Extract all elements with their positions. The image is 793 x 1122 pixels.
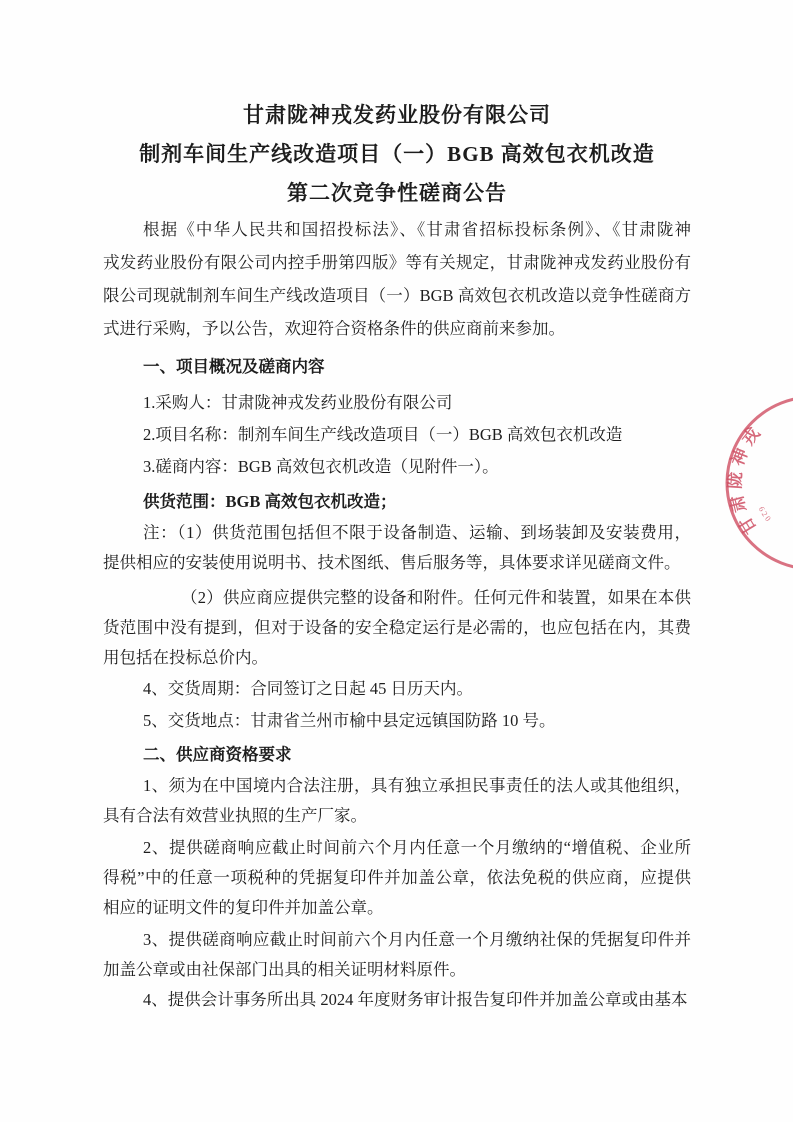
requirement-line: 2、提供磋商响应截止时间前六个月内任意一个月缴纳的“增值税、企业所 bbox=[143, 838, 691, 857]
section-1-heading: 一、项目概况及磋商内容 bbox=[143, 357, 325, 376]
item-delivery-location: 5、交货地点：甘肃省兰州市榆中县定远镇国防路 10 号。 bbox=[143, 711, 556, 730]
title-line-3: 第二次竞争性磋商公告 bbox=[287, 181, 507, 205]
intro-line: 式进行采购，予以公告，欢迎符合资格条件的供应商前来参加。 bbox=[103, 319, 565, 338]
seal-ring bbox=[727, 397, 793, 569]
title-line-2: 制剂车间生产线改造项目（一）BGB 高效包衣机改造 bbox=[139, 142, 655, 166]
requirement-1 bbox=[103, 771, 691, 831]
requirement-line: 3、提供磋商响应截止时间前六个月内任意一个月缴纳社保的凭据复印件并 bbox=[143, 930, 691, 949]
title-line-1: 甘肃陇神戎发药业股份有限公司 bbox=[243, 103, 551, 127]
note-line: 注：（1）供货范围包括但不限于设备制造、运输、到场装卸及安装费用， bbox=[143, 523, 691, 542]
note-line: （2）供应商应提供完整的设备和附件。任何元件和装置，如果在本供 bbox=[181, 588, 691, 607]
requirement-3 bbox=[103, 925, 691, 985]
section-2-heading: 二、供应商资格要求 bbox=[143, 745, 292, 764]
note-paragraph-1 bbox=[103, 518, 691, 578]
document-content bbox=[103, 96, 691, 1015]
intro-line: 戎发药业股份有限公司内控手册第四版》等有关规定，甘肃陇神戎发药业股份有 bbox=[103, 253, 691, 272]
item-purchaser: 1.采购人：甘肃陇神戎发药业股份有限公司 bbox=[143, 393, 453, 412]
note-line: 货范围中没有提到，但对于设备的安全稳定运行是必需的，也应包括在内，其费 bbox=[103, 618, 691, 637]
supply-scope-line: 供货范围：BGB 高效包衣机改造； bbox=[143, 492, 397, 511]
requirement-line: 加盖公章或由社保部门出具的相关证明材料原件。 bbox=[103, 960, 466, 979]
requirement-4: 4、提供会计事务所出具 2024 年度财务审计报告复印件并加盖公章或由基本 bbox=[143, 990, 688, 1009]
requirement-line: 1、须为在中国境内合法注册，具有独立承担民事责任的法人或其他组织， bbox=[143, 776, 691, 795]
intro-paragraph bbox=[103, 213, 691, 345]
seal-text: 甘肃陇神戎 bbox=[725, 419, 767, 538]
requirement-2 bbox=[103, 833, 691, 923]
item-negotiation-content: 3.磋商内容：BGB 高效包衣机改造（见附件一）。 bbox=[143, 457, 499, 476]
document-title bbox=[103, 96, 691, 213]
requirement-line: 具有合法有效营业执照的生产厂家。 bbox=[103, 806, 367, 825]
intro-line: 根据《中华人民共和国招投标法》、《甘肃省招标投标条例》、《甘肃陇神 bbox=[143, 220, 691, 239]
requirement-line: 相应的证明文件的复印件并加盖公章。 bbox=[103, 898, 384, 917]
note-line: 用包括在投标总价内。 bbox=[103, 648, 268, 667]
item-delivery-period: 4、交货周期：合同签订之日起 45 日历天内。 bbox=[143, 679, 473, 698]
intro-line: 限公司现就制剂车间生产线改造项目（一）BGB 高效包衣机改造以竞争性磋商方 bbox=[103, 286, 691, 305]
note-line: 提供相应的安装使用说明书、技术图纸、售后服务等，具体要求详见磋商文件。 bbox=[103, 553, 681, 572]
item-project-name: 2.项目名称：制剂车间生产线改造项目（一）BGB 高效包衣机改造 bbox=[143, 425, 623, 444]
requirement-line: 得税”中的任意一项税种的凭据复印件并加盖公章，依法免税的供应商，应提供 bbox=[103, 868, 691, 887]
seal-serial: 620 bbox=[756, 505, 774, 525]
note-paragraph-2 bbox=[103, 583, 691, 673]
